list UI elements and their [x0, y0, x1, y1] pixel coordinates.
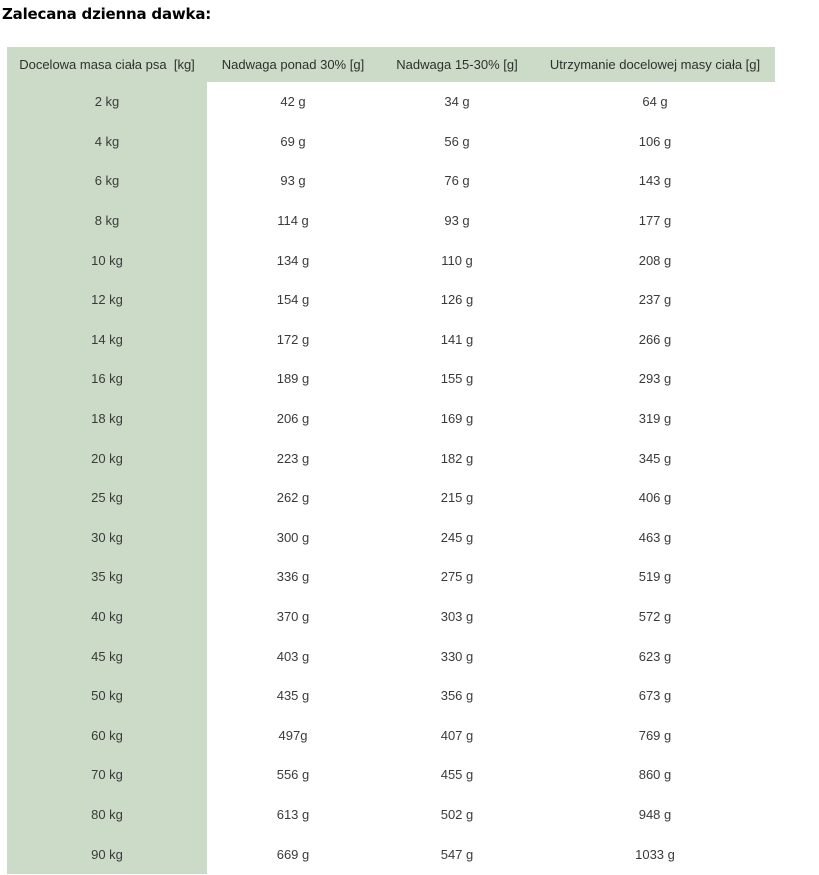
table-row	[7, 557, 775, 597]
weight-cell: 80 kg	[7, 795, 207, 835]
weight-cell: 35 kg	[7, 557, 207, 597]
overweight-30-cell: 93 g	[207, 161, 379, 201]
weight-cell: 16 kg	[7, 359, 207, 399]
table-row	[7, 478, 775, 518]
weight-cell: 18 kg	[7, 399, 207, 439]
overweight-30-cell: 370 g	[207, 597, 379, 637]
table-row	[7, 240, 775, 280]
table-row	[7, 438, 775, 478]
maintenance-cell: 948 g	[535, 795, 775, 835]
overweight-15-30-cell: 356 g	[379, 676, 535, 716]
overweight-30-cell: 497g	[207, 716, 379, 756]
overweight-30-cell: 300 g	[207, 518, 379, 558]
table-row	[7, 755, 775, 795]
weight-cell: 30 kg	[7, 518, 207, 558]
overweight-15-30-cell: 215 g	[379, 478, 535, 518]
maintenance-cell: 266 g	[535, 320, 775, 360]
maintenance-cell: 860 g	[535, 755, 775, 795]
table-row	[7, 201, 775, 241]
table-row	[7, 716, 775, 756]
overweight-15-30-cell: 547 g	[379, 834, 535, 874]
weight-cell: 12 kg	[7, 280, 207, 320]
maintenance-cell: 143 g	[535, 161, 775, 201]
table-row	[7, 834, 775, 874]
weight-cell: 20 kg	[7, 438, 207, 478]
dosage-table-header	[7, 47, 775, 82]
weight-cell: 60 kg	[7, 716, 207, 756]
dosage-table-wrapper	[7, 47, 819, 874]
maintenance-cell: 106 g	[535, 122, 775, 162]
overweight-30-cell: 189 g	[207, 359, 379, 399]
overweight-15-30-cell: 169 g	[379, 399, 535, 439]
overweight-15-30-cell: 155 g	[379, 359, 535, 399]
overweight-15-30-cell: 330 g	[379, 636, 535, 676]
overweight-30-cell: 336 g	[207, 557, 379, 597]
table-row	[7, 676, 775, 716]
maintenance-cell: 208 g	[535, 240, 775, 280]
overweight-30-cell: 403 g	[207, 636, 379, 676]
dosage-table-body	[7, 82, 775, 874]
overweight-30-cell: 223 g	[207, 438, 379, 478]
dosage-table	[7, 47, 775, 874]
weight-cell: 45 kg	[7, 636, 207, 676]
overweight-30-cell: 613 g	[207, 795, 379, 835]
table-row	[7, 636, 775, 676]
weight-cell: 6 kg	[7, 161, 207, 201]
overweight-30-cell: 435 g	[207, 676, 379, 716]
overweight-15-30-cell: 275 g	[379, 557, 535, 597]
maintenance-cell: 237 g	[535, 280, 775, 320]
weight-cell: 90 kg	[7, 834, 207, 874]
overweight-30-cell: 134 g	[207, 240, 379, 280]
overweight-30-cell: 42 g	[207, 82, 379, 122]
overweight-15-30-cell: 76 g	[379, 161, 535, 201]
maintenance-cell: 319 g	[535, 399, 775, 439]
overweight-30-cell: 262 g	[207, 478, 379, 518]
overweight-30-cell: 172 g	[207, 320, 379, 360]
overweight-15-30-cell: 34 g	[379, 82, 535, 122]
maintenance-cell: 572 g	[535, 597, 775, 637]
table-row	[7, 795, 775, 835]
overweight-15-30-cell: 93 g	[379, 201, 535, 241]
table-row	[7, 320, 775, 360]
overweight-30-cell: 669 g	[207, 834, 379, 874]
weight-cell: 25 kg	[7, 478, 207, 518]
weight-cell: 2 kg	[7, 82, 207, 122]
weight-cell: 8 kg	[7, 201, 207, 241]
overweight-30-cell: 556 g	[207, 755, 379, 795]
table-row	[7, 161, 775, 201]
table-row	[7, 280, 775, 320]
table-row	[7, 82, 775, 122]
overweight-30-cell: 154 g	[207, 280, 379, 320]
maintenance-cell: 463 g	[535, 518, 775, 558]
overweight-15-30-cell: 455 g	[379, 755, 535, 795]
table-row	[7, 359, 775, 399]
overweight-15-30-cell: 56 g	[379, 122, 535, 162]
overweight-30-cell: 114 g	[207, 201, 379, 241]
maintenance-cell: 345 g	[535, 438, 775, 478]
overweight-15-30-cell: 110 g	[379, 240, 535, 280]
maintenance-cell: 673 g	[535, 676, 775, 716]
table-row	[7, 597, 775, 637]
overweight-15-30-cell: 182 g	[379, 438, 535, 478]
overweight-15-30-cell: 141 g	[379, 320, 535, 360]
maintenance-cell: 64 g	[535, 82, 775, 122]
overweight-30-cell: 206 g	[207, 399, 379, 439]
col-header-overweight-30: Nadwaga ponad 30% [g]	[207, 47, 379, 82]
weight-cell: 50 kg	[7, 676, 207, 716]
weight-cell: 40 kg	[7, 597, 207, 637]
page-title: Zalecana dzienna dawka:	[2, 5, 212, 23]
maintenance-cell: 406 g	[535, 478, 775, 518]
maintenance-cell: 293 g	[535, 359, 775, 399]
weight-cell: 4 kg	[7, 122, 207, 162]
maintenance-cell: 519 g	[535, 557, 775, 597]
table-row	[7, 399, 775, 439]
maintenance-cell: 177 g	[535, 201, 775, 241]
header-row	[7, 47, 775, 82]
weight-cell: 70 kg	[7, 755, 207, 795]
table-row	[7, 122, 775, 162]
col-header-target-weight: Docelowa masa ciała psa [kg]	[7, 47, 207, 82]
weight-cell: 10 kg	[7, 240, 207, 280]
maintenance-cell: 1033 g	[535, 834, 775, 874]
overweight-15-30-cell: 502 g	[379, 795, 535, 835]
overweight-15-30-cell: 245 g	[379, 518, 535, 558]
table-row	[7, 518, 775, 558]
overweight-15-30-cell: 303 g	[379, 597, 535, 637]
weight-cell: 14 kg	[7, 320, 207, 360]
overweight-15-30-cell: 126 g	[379, 280, 535, 320]
maintenance-cell: 623 g	[535, 636, 775, 676]
col-header-maintenance: Utrzymanie docelowej masy ciała [g]	[535, 47, 775, 82]
col-header-overweight-15-30: Nadwaga 15-30% [g]	[379, 47, 535, 82]
overweight-30-cell: 69 g	[207, 122, 379, 162]
maintenance-cell: 769 g	[535, 716, 775, 756]
overweight-15-30-cell: 407 g	[379, 716, 535, 756]
